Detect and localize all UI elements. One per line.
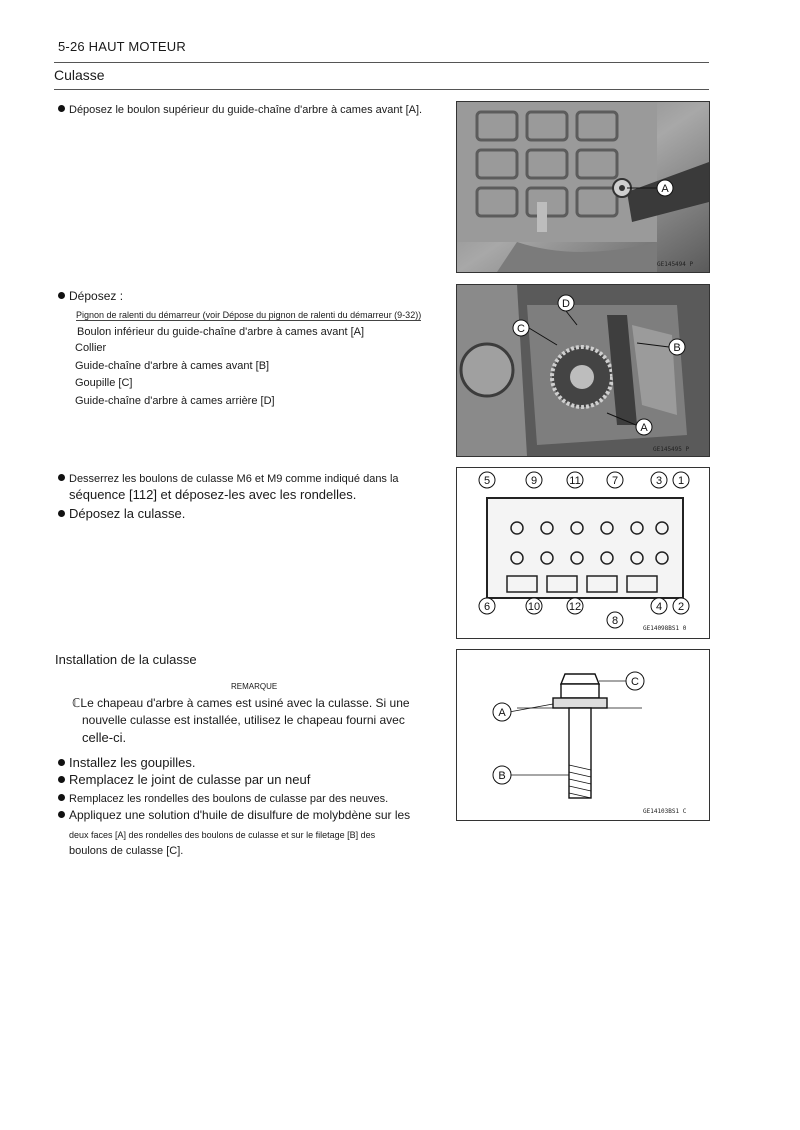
fig3-caption: GE14098BS1 0	[643, 625, 687, 632]
step2-item-1	[76, 308, 421, 322]
install-note-line2: nouvelle culasse est installée, utilisez le chapeau fourni avec	[82, 713, 405, 727]
install-note-line3: celle-ci.	[82, 730, 127, 745]
step3-line2: séquence [112] et déposez-les avec les rondelles.	[69, 487, 357, 502]
figure-3-diagram	[456, 467, 710, 639]
fig3-seq-7: 7	[611, 475, 619, 487]
step3-line3: Déposez la culasse.	[58, 507, 185, 521]
fig3-seq-4: 4	[655, 601, 663, 613]
fig3-seq-2: 2	[677, 601, 685, 613]
fig3-seq-8: 8	[611, 615, 619, 627]
figure-1-photo	[456, 101, 710, 273]
step2-item-6: Guide-chaîne d'arbre à cames arrière [D]	[75, 395, 275, 407]
step1-text: Déposez le boulon supérieur du guide-chaîne d'arbre à cames avant [A].	[58, 103, 422, 117]
fig4-caption: GE14103BS1 C	[643, 808, 687, 815]
install-cont-line1: deux faces [A] des rondelles des boulons de culasse et sur le filetage [B] des	[69, 830, 376, 840]
fig3-seq-6: 6	[483, 601, 491, 613]
note-line1-text: Le chapeau d'arbre à cames est usiné avec la culasse. Si une	[80, 696, 410, 710]
install-note-line1: ℂLe chapeau d'arbre à cames est usiné avec la culasse. Si une	[72, 696, 410, 710]
fig4-label-c: C	[631, 676, 639, 688]
fig1-caption: GE145494 P	[657, 261, 694, 268]
install-step1: Installez les goupilles.	[58, 756, 195, 770]
step2-item-5: Goupille [C]	[75, 377, 133, 389]
install-step4: Appliquez une solution d'huile de disulfure de molybdène sur les	[58, 808, 410, 822]
fig3-seq-11: 11	[569, 475, 581, 487]
fig3-seq-1: 1	[677, 475, 685, 487]
fig4-label-a: A	[498, 707, 506, 719]
step2-item-4: Guide-chaîne d'arbre à cames avant [B]	[75, 360, 270, 372]
fig1-label-a: A	[661, 183, 669, 195]
page-header: 5-26 HAUT MOTEUR	[58, 39, 186, 54]
fig2-label-a: A	[640, 422, 648, 434]
fig2-label-d: D	[562, 298, 570, 310]
section-title: Culasse	[54, 67, 105, 83]
install-step2: Remplacez le joint de culasse par un neuf	[58, 773, 310, 787]
install-step3: Remplacez les rondelles des boulons de culasse par des neuves.	[58, 792, 388, 806]
fig2-caption: GE145495 P	[653, 446, 690, 453]
fig3-seq-9: 9	[530, 475, 538, 487]
fig2-label-c: C	[517, 323, 525, 335]
fig4-label-b: B	[498, 770, 506, 782]
figure-2-photo	[456, 284, 710, 457]
fig3-seq-3: 3	[655, 475, 663, 487]
step2-item-2: Boulon inférieur du guide-chaîne d'arbre à cames avant [A]	[77, 326, 365, 338]
fig3-seq-12: 12	[568, 601, 582, 613]
fig3-seq-10: 10	[527, 601, 541, 613]
header-rule-bottom	[54, 89, 709, 90]
step2-item-1-text: Pignon de ralenti du démarreur (voir Dépose du pignon de ralenti du démarreur (9-32))	[76, 310, 422, 320]
header-rule-top	[54, 62, 709, 63]
fig2-label-b: B	[673, 342, 681, 354]
step2-intro: Déposez :	[58, 289, 123, 303]
install-cont-line2: boulons de culasse [C].	[69, 845, 184, 857]
figure-4-diagram	[456, 649, 710, 821]
install-title: Installation de la culasse	[55, 652, 197, 667]
step2-item-3: Collier	[75, 342, 107, 354]
remarque-label: REMARQUE	[231, 682, 278, 691]
fig3-seq-5: 5	[483, 475, 491, 487]
step3-line1: Desserrez les boulons de culasse M6 et M9 comme indiqué dans la	[58, 472, 399, 486]
